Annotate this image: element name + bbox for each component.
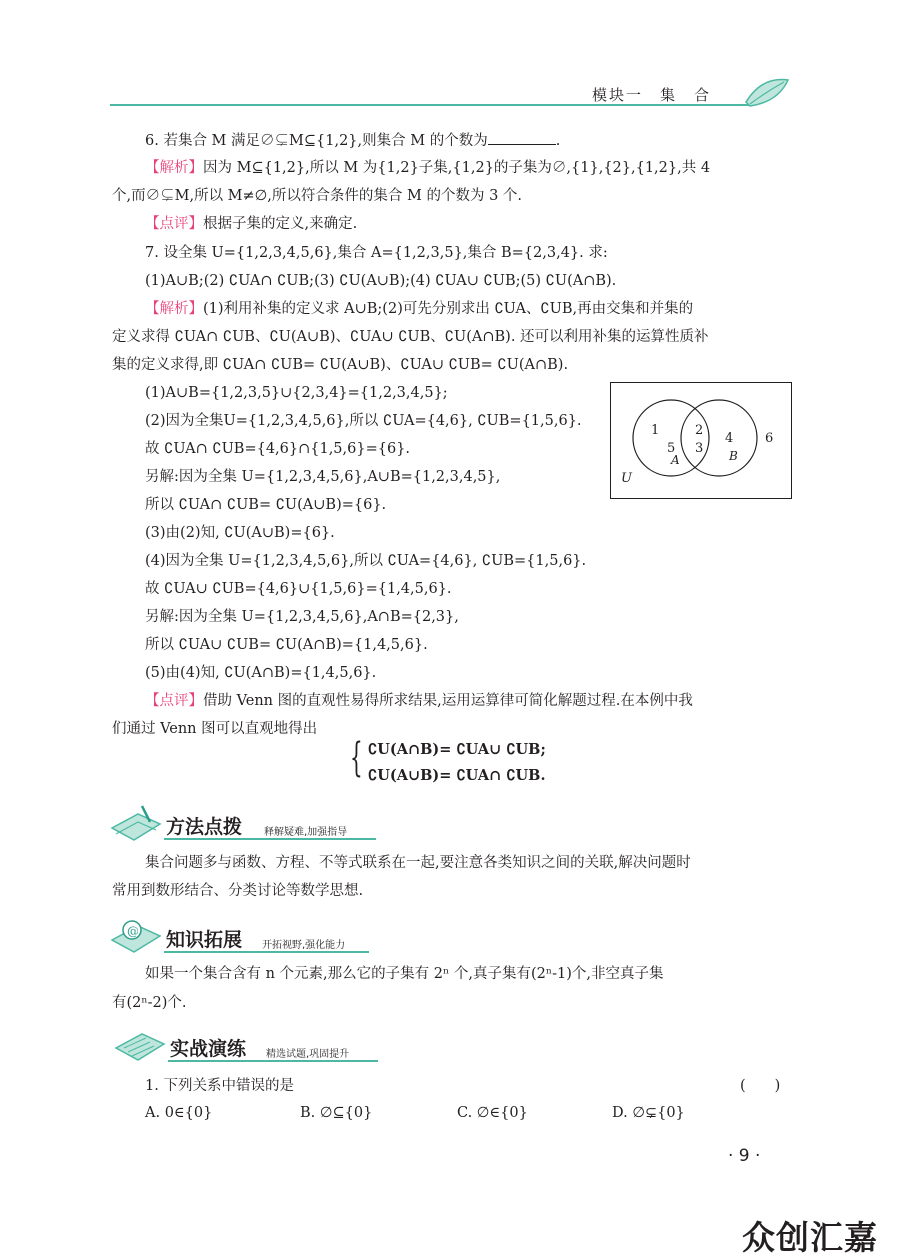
method-section-title: 方法点拨 [166,816,243,838]
venn-left-1: 1 [651,423,660,438]
text: (1)利用补集的定义求 A∪B;(2)可先分别求出 ∁UA、∁UB,再由交集和并集的 [203,301,694,317]
text: 借助 Venn 图的直观性易得所求结果,运用运算律可简化解题过程.在本例中我 [203,693,693,709]
text-line: 定义求得 ∁UA∩ ∁UB、∁U(A∪B)、∁UA∪ ∁UB、∁U(A∩B). 还可以利用补集的运算性质补 [112,329,709,345]
knowledge-section-rule [164,951,369,953]
formula-2: ∁U(A∪B)= ∁UA∩ ∁UB. [368,767,546,784]
venn-label-b: B [729,449,738,463]
text-line: 们通过 Venn 图可以直观地得出 [112,721,318,737]
header-leaf-icon [742,72,792,112]
formula-1: ∁U(A∩B)= ∁UA∪ ∁UB; [368,741,546,758]
method-text-2: 常用到数形结合、分类讨论等数学思想. [112,883,364,899]
sol-4-alt: 另解:因为全集 U={1,2,3,4,5,6},A∩B={2,3}, [145,609,459,625]
sol-3: (3)由(2)知, ∁U(A∪B)={6}. [145,525,335,541]
practice-section-subtitle: 精选试题,巩固提升 [266,1049,350,1060]
sol-4: (4)因为全集 U={1,2,3,4,5,6},所以 ∁UA={4,6}, ∁UB={1,5,6}. [145,553,587,569]
exercise-answer-blank: ( ) [740,1078,781,1094]
venn-diagram [610,382,792,499]
ext-text-2: 有(2ⁿ-2)个. [112,995,187,1011]
method-section-icon [108,800,164,848]
method-section-subtitle: 释解疑难,加强指导 [264,827,348,838]
knowledge-section-title: 知识拓展 [166,929,243,951]
venn-outside-6: 6 [765,431,774,446]
sol-2-alt: 另解:因为全集 U={1,2,3,4,5,6},A∪B={1,2,3,4,5}, [145,469,501,485]
option-a: A. 0∈{0} [145,1105,213,1121]
text-line: 集的定义求得,即 ∁UA∩ ∁UB= ∁U(A∪B)、∁UA∪ ∁UB= ∁U(A∩B). [112,357,569,373]
header-title: 模块一 集 合 [592,86,712,104]
q7-parts: (1)A∪B;(2) ∁UA∩ ∁UB;(3) ∁U(A∪B);(4) ∁UA∪ ∁UB;(5) ∁U(A∩B). [145,273,617,289]
method-text-1: 集合问题多与函数、方程、不等式联系在一起,要注意各类知识之间的关联,解决问题时 [145,855,691,871]
sol-2-alt-b: 所以 ∁UA∩ ∁UB= ∁U(A∪B)={6}. [145,497,387,513]
venn-left-5: 5 [667,441,676,456]
svg-text:@: @ [127,924,139,938]
sol-2b: 故 ∁UA∩ ∁UB={4,6}∩{1,5,6}={6}. [145,441,411,457]
page-number: · 9 · [728,1146,761,1166]
text-line: 个,而∅⊊M,所以 M≠∅,所以符合条件的集合 M 的个数为 3 个. [112,188,523,204]
sol-5: (5)由(4)知, ∁U(A∩B)={1,4,5,6}. [145,665,377,681]
q6-blank [488,130,556,145]
analysis-tag: 【解析】 [145,160,203,176]
watermark: 众创汇嘉 [742,1218,878,1257]
option-b: B. ∅⊆{0} [300,1105,373,1121]
comment-tag: 【点评】 [145,693,203,709]
comment-7 [145,691,693,711]
comment-tag: 【点评】 [145,216,203,232]
practice-section-rule [168,1060,378,1062]
exercise-question: 1. 下列关系中错误的是 [145,1078,294,1094]
sol-4-alt-b: 所以 ∁UA∪ ∁UB= ∁U(A∩B)={1,4,5,6}. [145,637,428,653]
knowledge-section-subtitle: 开拓视野,强化能力 [262,940,346,951]
venn-mid-3: 3 [695,441,704,456]
text: 因为 M⊆{1,2},所以 M 为{1,2}子集,{1,2}的子集为∅,{1},{2},{1,2},共 4 [203,160,711,176]
q6-line: 6. 若集合 M 满足∅⊊M⊆{1,2},则集合 M 的个数为 . [145,130,560,151]
analysis-6 [145,158,710,178]
header-rule [110,104,750,106]
comment-6 [145,214,357,234]
venn-right-4: 4 [725,431,734,446]
text: 根据子集的定义,来确定. [203,216,358,232]
ext-text-1: 如果一个集合含有 n 个元素,那么它的子集有 2ⁿ 个,真子集有(2ⁿ-1)个,非空真子集 [145,966,664,982]
venn-label-a: A [671,453,680,467]
sol-4b: 故 ∁UA∪ ∁UB={4,6}∪{1,5,6}={1,4,5,6}. [145,581,452,597]
option-d: D. ∅⊊{0} [612,1105,685,1121]
method-section-rule [164,838,376,840]
analysis-7 [145,299,693,319]
brace: { [350,735,363,781]
venn-mid-2: 2 [695,423,704,438]
sol-1: (1)A∪B={1,2,3,5}∪{2,3,4}={1,2,3,4,5}; [145,385,448,401]
knowledge-section-icon [108,914,164,958]
q7-text: 7. 设全集 U={1,2,3,4,5,6},集合 A={1,2,3,5},集合 B={2,3,4}. 求: [145,245,608,261]
analysis-tag: 【解析】 [145,301,203,317]
sol-2: (2)因为全集U={1,2,3,4,5,6},所以 ∁UA={4,6}, ∁UB={1,5,6}. [145,413,582,429]
option-c: C. ∅∈{0} [457,1105,528,1121]
venn-label-u: U [621,471,632,486]
practice-section-title: 实战演练 [170,1038,247,1060]
venn-circle-b [681,400,757,476]
q6-text: 6. 若集合 M 满足∅⊊M⊆{1,2},则集合 M 的个数为 [145,133,488,149]
practice-section-icon [112,1024,168,1068]
